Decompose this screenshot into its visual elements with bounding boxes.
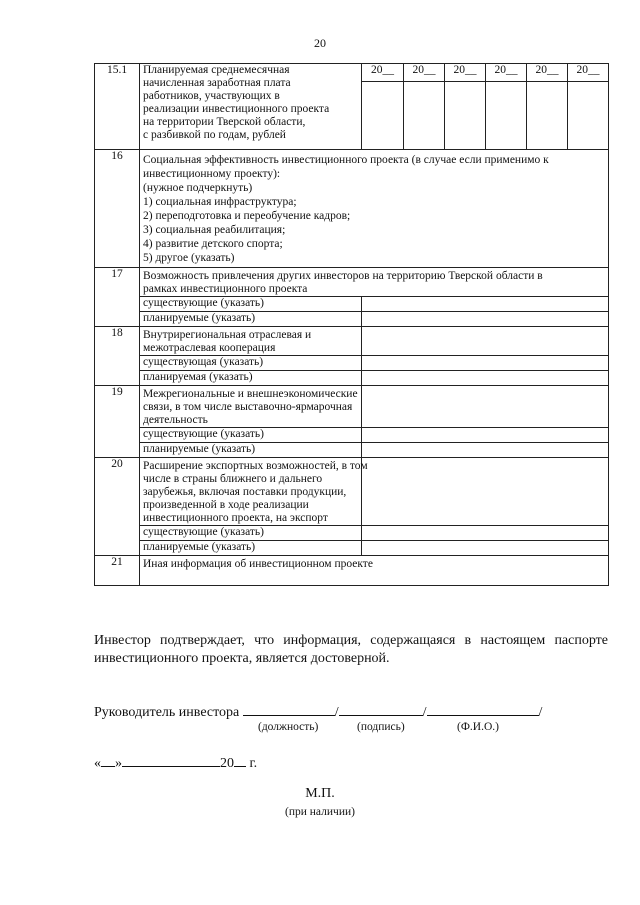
social-efficiency-description: Социальная эффективность инвестиционного проекта (в случае если применимо к инвестиционному проекту): (нужное подчеркнуть) 1) социальная инфраструктура; 2) переподготовка и переобучение кадров; 3) социальная реабилитация; 4) развитие детского спорта; 5) другое (указать): [140, 150, 609, 268]
table-row-20-planned: [95, 541, 609, 556]
other-investors-description: Возможность привлечения других инвесторов на территорию Тверской области в рамках инвестиционного проекта: [140, 268, 609, 297]
table-row-20: [95, 458, 609, 526]
table-row-17: [95, 268, 609, 297]
export-expansion-description: Расширение экспортных возможностей, в том числе в страны ближнего и дальнего зарубежья, включая поставки продукции, произведенной в ходе реализации инвестиционного проекта, на экспорт: [140, 458, 362, 526]
caption-full-name: (Ф.И.О.): [457, 721, 499, 733]
table-row-17-existing: [95, 297, 609, 312]
open-quote: «: [94, 756, 101, 771]
caption-position: (должность): [258, 721, 319, 733]
planned-label: планируемая (указать): [140, 371, 362, 386]
table-row-18-existing: [95, 356, 609, 371]
month-blank[interactable]: [122, 752, 220, 767]
year-value-cell-1[interactable]: [362, 82, 404, 150]
table-row-19-existing: [95, 428, 609, 443]
planned-value-cell[interactable]: [362, 443, 609, 458]
separator: /: [334, 705, 339, 720]
planned-value-cell[interactable]: [362, 541, 609, 556]
row-number: 19: [95, 386, 140, 458]
year-header-2: 20__: [404, 64, 445, 82]
year-value-cell-5[interactable]: [527, 82, 568, 150]
planned-label: планируемые (указать): [140, 312, 362, 327]
row-number: 17: [95, 268, 140, 327]
row-number: 15.1: [95, 64, 140, 150]
stamp-label: М.П.: [305, 786, 335, 801]
year-prefix: 20: [220, 756, 234, 771]
existing-label: существующие (указать): [140, 297, 362, 312]
export-expansion-value-cell[interactable]: [362, 458, 609, 526]
signature-blank[interactable]: [339, 701, 423, 716]
stamp-note: (при наличии): [285, 806, 355, 818]
date-line: [94, 752, 257, 772]
signature-label: Руководитель инвестора: [94, 705, 240, 720]
table-row-19: [95, 386, 609, 428]
interregional-links-description: Межрегиональные и внешнеэкономические связи, в том числе выставочно-ярмарочная деятельность: [140, 386, 362, 428]
existing-label: существующая (указать): [140, 356, 362, 371]
existing-label: существующие (указать): [140, 526, 362, 541]
other-information-description: Иная информация об инвестиционном проекте: [140, 556, 609, 586]
table-row-21: [95, 556, 609, 586]
existing-value-cell[interactable]: [362, 356, 609, 371]
existing-value-cell[interactable]: [362, 428, 609, 443]
year-header-6: 20__: [568, 64, 609, 82]
separator: /: [538, 705, 543, 720]
page-number: 20: [314, 36, 326, 50]
caption-signature: (подпись): [357, 721, 405, 733]
close-quote: »: [115, 756, 122, 771]
existing-value-cell[interactable]: [362, 297, 609, 312]
year-header-4: 20__: [486, 64, 527, 82]
year-value-cell-4[interactable]: [486, 82, 527, 150]
row-number: 18: [95, 327, 140, 386]
position-blank[interactable]: [243, 701, 335, 716]
year-value-cell-3[interactable]: [445, 82, 486, 150]
planned-value-cell[interactable]: [362, 371, 609, 386]
year-header-5: 20__: [527, 64, 568, 82]
table-row-16: [95, 150, 609, 268]
table-row-19-planned: [95, 443, 609, 458]
table-row-20-existing: [95, 526, 609, 541]
planned-value-cell[interactable]: [362, 312, 609, 327]
table-row-18: [95, 327, 609, 356]
year-header-3: 20__: [445, 64, 486, 82]
year-value-cell-6[interactable]: [568, 82, 609, 150]
signature-line: [94, 701, 634, 721]
row-number: 16: [95, 150, 140, 268]
investment-passport-table: [94, 63, 609, 586]
row-number: 20: [95, 458, 140, 556]
full-name-blank[interactable]: [427, 701, 539, 716]
planned-salary-description: Планируемая среднемесячная начисленная заработная плата работников, участвующих в реализации инвестиционного проекта на территории Тверской области, с разбивкой по годам, рублей: [140, 64, 362, 150]
separator: /: [422, 705, 427, 720]
interregional-links-value-cell[interactable]: [362, 386, 609, 428]
year-value-cell-2[interactable]: [404, 82, 445, 150]
table-row-15-1: [95, 64, 609, 82]
existing-label: существующие (указать): [140, 428, 362, 443]
regional-cooperation-value-cell[interactable]: [362, 327, 609, 356]
year-blank[interactable]: [234, 752, 246, 767]
planned-label: планируемые (указать): [140, 541, 362, 556]
row-number: 21: [95, 556, 140, 586]
table-row-17-planned: [95, 312, 609, 327]
planned-label: планируемые (указать): [140, 443, 362, 458]
table-row-18-planned: [95, 371, 609, 386]
existing-value-cell[interactable]: [362, 526, 609, 541]
year-header-1: 20__: [362, 64, 404, 82]
regional-cooperation-description: Внутрирегиональная отраслевая и межотраслевая кооперация: [140, 327, 362, 356]
day-blank[interactable]: [101, 752, 115, 767]
investor-declaration: Инвестор подтверждает, что информация, содержащаяся в настоящем паспорте инвестиционного проекта, является достоверной.: [94, 633, 608, 666]
year-suffix: г.: [249, 756, 258, 771]
